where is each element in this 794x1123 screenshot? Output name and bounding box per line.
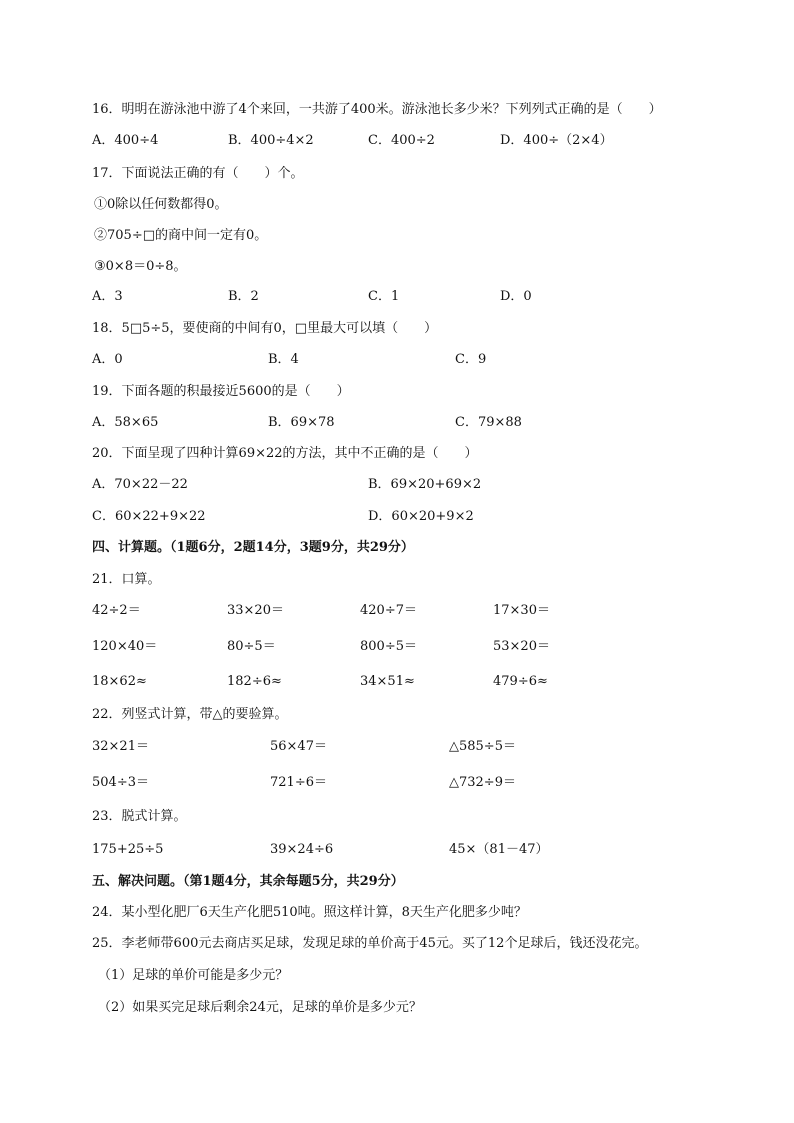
q17-option-b: B．2 bbox=[228, 289, 259, 304]
q18-stem: 18．5□5÷5，要使商的中间有0，□里最大可以填（ ） bbox=[92, 321, 438, 336]
q16-option-c: C．400÷2 bbox=[368, 133, 435, 148]
q17-option-c: C．1 bbox=[368, 289, 400, 304]
q17-stem: 17．下面说法正确的有（ ）个。 bbox=[92, 166, 304, 181]
q25-part-1: （1）足球的单价可能是多少元？ bbox=[98, 968, 289, 983]
q17-statement-1: ①0除以任何数都得0。 bbox=[94, 197, 228, 212]
q23-item: 45×（81－47） bbox=[449, 842, 549, 857]
q17-statement-2: ②705÷□的商中间一定有0。 bbox=[94, 228, 268, 243]
q18-option-a: A．0 bbox=[92, 352, 123, 367]
q17-option-d: D．0 bbox=[500, 289, 532, 304]
q21-stem: 21．口算。 bbox=[92, 572, 161, 587]
q19-stem: 19．下面各题的积最接近5600的是（ ） bbox=[92, 384, 350, 399]
q21-item: 182÷6≈ bbox=[227, 674, 282, 689]
q21-item: 17×30＝ bbox=[493, 603, 550, 618]
q20-option-c: C．60×22+9×22 bbox=[92, 509, 206, 524]
q22-item: △732÷9＝ bbox=[449, 775, 516, 790]
q19-option-c: C．79×88 bbox=[455, 415, 522, 430]
q16-option-b: B．400÷4×2 bbox=[228, 133, 314, 148]
section-5-title: 五、解决问题。（第1题4分，其余每题5分，共29分） bbox=[92, 874, 404, 889]
q21-item: 420÷7＝ bbox=[360, 603, 417, 618]
q16-option-d: D．400÷（2×4） bbox=[500, 133, 613, 148]
q19-option-b: B．69×78 bbox=[268, 415, 335, 430]
q21-item: 42÷2＝ bbox=[92, 603, 141, 618]
q24-stem: 24．某小型化肥厂6天生产化肥510吨。照这样计算，8天生产化肥多少吨？ bbox=[92, 905, 527, 920]
q25-stem: 25．李老师带600元去商店买足球，发现足球的单价高于45元。买了12个足球后，钱还没花完。 bbox=[92, 936, 648, 951]
q22-item: 56×47＝ bbox=[270, 739, 327, 754]
q20-option-b: B．69×20+69×2 bbox=[368, 477, 482, 492]
q23-item: 39×24÷6 bbox=[270, 842, 334, 857]
q17-statement-3: ③0×8＝0÷8。 bbox=[94, 259, 187, 274]
q21-item: 120×40＝ bbox=[92, 639, 158, 654]
q21-item: 80÷5＝ bbox=[227, 639, 276, 654]
q21-item: 18×62≈ bbox=[92, 674, 147, 689]
q20-option-d: D．60×20+9×2 bbox=[368, 509, 474, 524]
q19-option-a: A．58×65 bbox=[92, 415, 159, 430]
q22-item: 721÷6＝ bbox=[270, 775, 327, 790]
q18-option-b: B．4 bbox=[268, 352, 299, 367]
q22-item: △585÷5＝ bbox=[449, 739, 516, 754]
q21-item: 34×51≈ bbox=[360, 674, 415, 689]
q21-item: 53×20＝ bbox=[493, 639, 550, 654]
q23-stem: 23．脱式计算。 bbox=[92, 809, 187, 824]
q22-stem: 22．列竖式计算，带△的要验算。 bbox=[92, 707, 288, 722]
q22-item: 504÷3＝ bbox=[92, 775, 149, 790]
section-4-title: 四、计算题。（1题6分，2题14分，3题9分，共29分） bbox=[92, 540, 414, 555]
q23-item: 175+25÷5 bbox=[92, 842, 164, 857]
q21-item: 800÷5＝ bbox=[360, 639, 417, 654]
q18-option-c: C．9 bbox=[455, 352, 487, 367]
q25-part-2: （2）如果买完足球后剩余24元，足球的单价是多少元？ bbox=[98, 1000, 422, 1015]
q16-option-a: A．400÷4 bbox=[92, 133, 159, 148]
q21-item: 33×20＝ bbox=[227, 603, 284, 618]
q22-item: 32×21＝ bbox=[92, 739, 149, 754]
q20-stem: 20．下面呈现了四种计算69×22的方法，其中不正确的是（ ） bbox=[92, 446, 478, 461]
q16-stem: 16．明明在游泳池中游了4个来回，一共游了400米。游泳池长多少米？下列列式正确的是（ ） bbox=[92, 102, 662, 117]
q21-item: 479÷6≈ bbox=[493, 674, 548, 689]
q17-option-a: A．3 bbox=[92, 289, 123, 304]
q20-option-a: A．70×22－22 bbox=[92, 477, 188, 492]
